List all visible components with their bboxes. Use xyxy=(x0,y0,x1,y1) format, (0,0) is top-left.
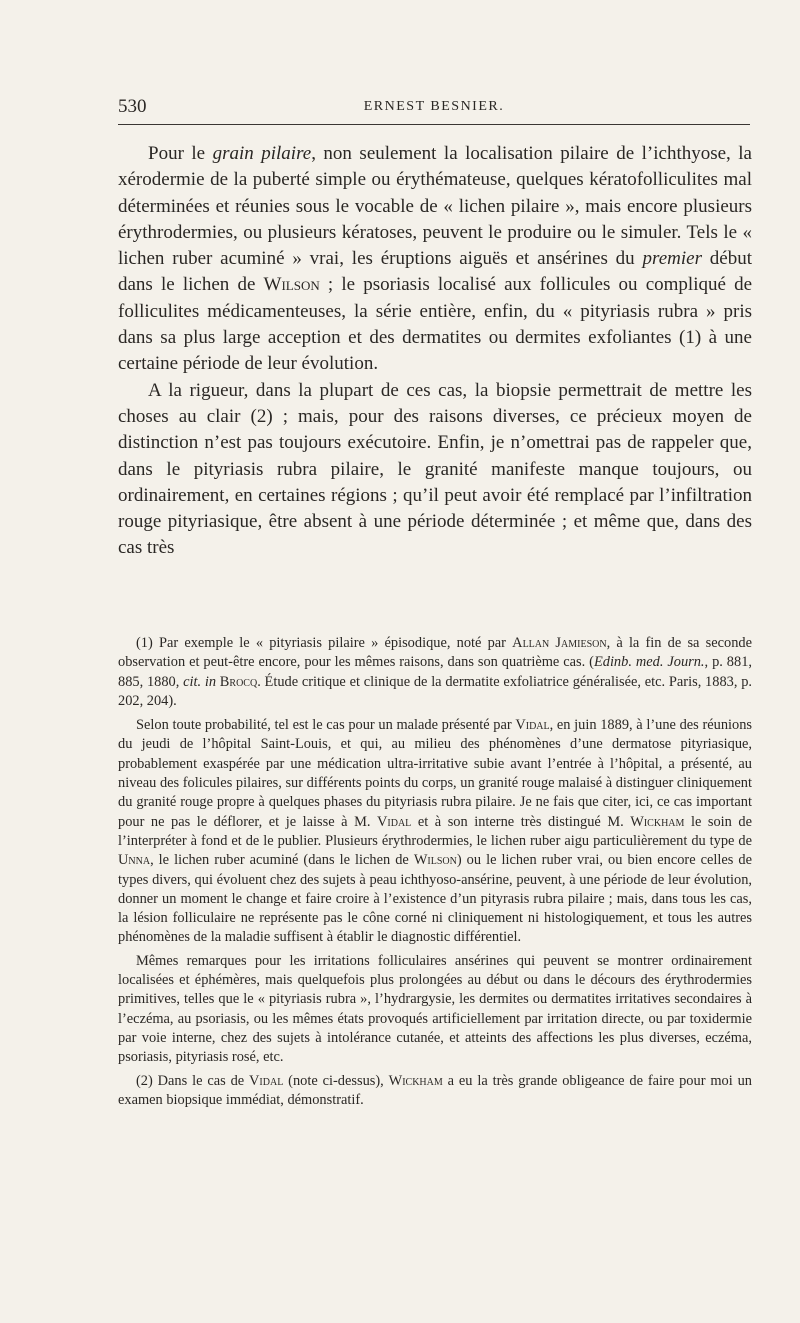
text-run: le soin de l’interpréter à fond et de le publier. Plusieurs érythrodermies, le lichen ruber aigu particulièrement du type de xyxy=(118,813,752,849)
paragraph: A la rigueur, dans la plupart de ces cas, la biopsie permettrait de mettre les choses au clair (2) ; mais, pour des raisons diverses, ce précieux moyen de distinction n’est pas toujours exécutoire. Enfin, je n’omettrai pas de rappeler que, dans le pityriasis rubra pilaire, le granité manifeste manque toujours, ou ordinairement, en certaines régions ; qu’il peut avoir été remplacé par l’infiltration rouge pityriasique, être absent à une période déterminée ; et même que, dans des cas très xyxy=(118,379,752,559)
text-run: Selon toute probabilité, tel est le cas pour un malade présenté par xyxy=(136,717,516,734)
page-number: 530 xyxy=(118,96,147,117)
text-run: (2) Dans le cas de xyxy=(136,1072,250,1089)
footnote xyxy=(118,634,752,711)
text-run: début dans le lichen de xyxy=(118,248,753,296)
text-run: , à la fin de sa seconde observation et peut-être encore, pour les mêmes raisons, dans son quatrième cas. ( xyxy=(118,635,752,671)
author-name: Wilson xyxy=(263,274,320,296)
author-name: Vidal xyxy=(515,717,550,734)
text-run: a eu la très grande obligeance de faire pour moi un examen biopsique immédiat, démonstratif. xyxy=(118,1072,752,1108)
text-run: , en juin 1889, à l’une des réunions du jeudi de l’hôpital Saint-Louis, et qui, au milieu des phénomènes d’une dermatose pityriasique, probablement exaspérée par une médication ultra-irritative subie avant l’entrée à l’hôpital, a présenté, au niveau des folicules pilaires, sur différents points du corps, un granité rouge malaisé à distinguer cliniquement du granité rouge propre à quelques phases du pityriasis rubra pilaire. Je ne fais que citer, ici, ce cas important pour ne pas le déflorer, et je laisse à M. xyxy=(118,717,753,830)
main-text xyxy=(118,141,752,562)
footnotes xyxy=(118,634,752,1110)
author-name: Allan Jamieson xyxy=(512,635,607,651)
italic-term: premier xyxy=(642,248,702,270)
author-name: Vidal xyxy=(249,1072,284,1089)
author-name: Unna xyxy=(118,852,151,869)
text-run: , non seulement la localisation pilaire de l’ichthyose, la xérodermie de la puberté simple ou érythémateuse, quelques kératofolliculites mal déterminées et réunies sous le vocable de « lichen pilaire », mais encore plusieurs érythrodermies, ou plusieurs kératoses, peuvent le produire ou le simuler. Tels le « lichen ruber acuminé » vrai, les éruptions aiguës et ansérines du xyxy=(118,143,752,270)
author-name: Vidal xyxy=(377,813,412,830)
footnote: Mêmes remarques pour les irritations folliculaires ansérines qui peuvent se montrer ordinairement localisées et éphémères, mais quelquefois plus prolongées au début ou dans le décours des érythrodermies primitives, telles que le « pityriasis rubra », l’hydrargysie, les dermites ou dermatites irritatives secondaires à l’eczéma, au psoriasis, ou les mêmes états provoqués artificiellement par irritation directe, ou par toxidermie par voie interne, chez des sujets à intolérance cutanée, et atteints des affections les plus diverses, eczéma, psoriasis, pityriasis rosé, etc. xyxy=(118,952,752,1066)
author-name: Wickham xyxy=(388,1072,443,1089)
italic-term: grain pilaire xyxy=(212,143,312,164)
text-run: , le lichen ruber acuminé (dans le lichen de xyxy=(150,852,414,869)
footnote xyxy=(118,716,752,948)
author-name: Wilson xyxy=(413,852,457,869)
italic-term: cit. in xyxy=(183,673,217,690)
author-name: Brocq xyxy=(219,673,258,690)
author-name: Wickham xyxy=(630,813,685,830)
text-run: ; le psoriasis localisé aux follicules ou compliqué de folliculites médicamenteuses, la série entière, enfin, du « pityriasis rubra » pris dans sa plus large acception et des dermatites ou dermites exfoliantes (1) à une certaine période de leur évolution. xyxy=(118,274,752,375)
text-run: (1) Par exemple le « pityriasis pilaire » épisodique, noté par xyxy=(136,635,513,651)
text-run: et à son interne très distingué M. xyxy=(411,813,631,830)
text-run: . Étude critique et clinique de la dermatite exfoliatrice généralisée, etc. Paris, 1883, p. 202, 204). xyxy=(118,673,752,709)
page-header xyxy=(118,96,750,125)
text-run: Pour le xyxy=(148,143,213,164)
journal-title: Edinb. med. Journ. xyxy=(593,654,705,671)
footnote xyxy=(118,1072,752,1111)
text-run: (note ci-dessus), xyxy=(283,1072,389,1089)
running-head: ERNEST BESNIER. xyxy=(363,99,505,114)
text-run: , p. 881, 885, 1880, xyxy=(118,654,752,690)
paragraph xyxy=(118,141,752,378)
text-run: ) ou le lichen ruber vrai, ou bien encore celles de types divers, qui évoluent chez des sujets à peau ichthyoso-ansérine, peuvent, à une période de leur évolution, donner un moment le change et faire croire à l’existence d’un pityrasis rubra pilaire ; mais, dans tous les cas, la lésion folliculaire ne représente pas le cône corné ni cliniquement ni histologiquement, et tous les autres phénomènes de la maladie suffisent à établir le diagnostic différentiel. xyxy=(118,852,752,946)
